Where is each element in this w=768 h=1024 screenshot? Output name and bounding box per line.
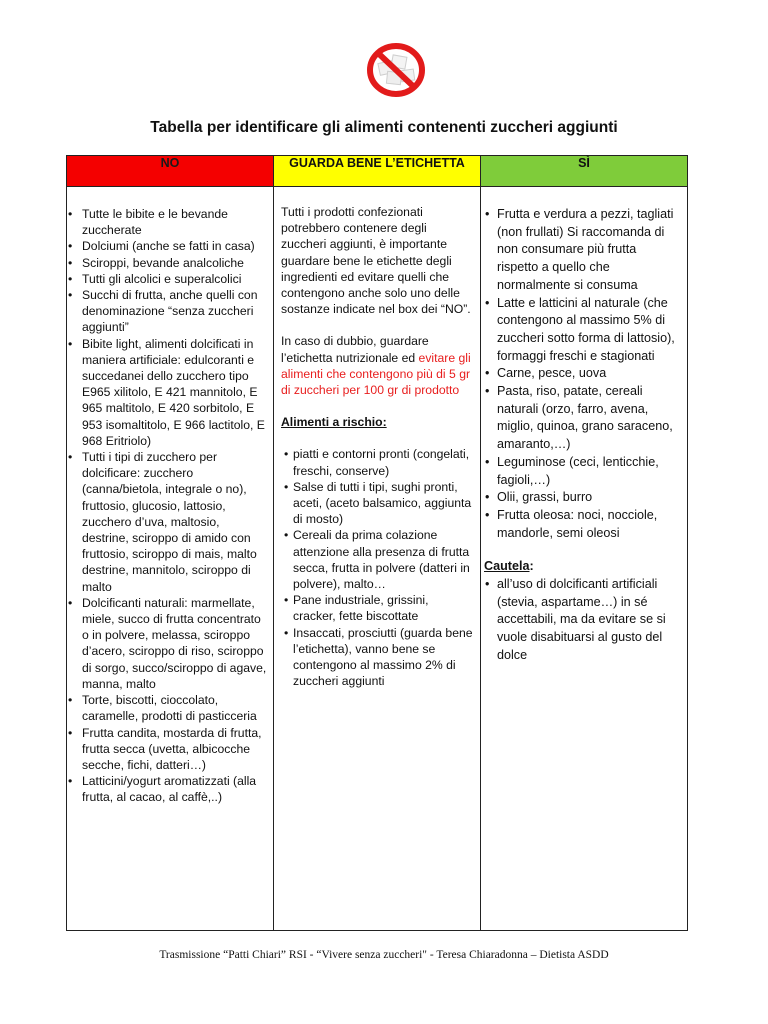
header-no: NO xyxy=(67,156,274,187)
no-item: • Latticini/yogurt aromatizzati (alla frutta, al cacao, al caffè,..) xyxy=(67,773,267,805)
cautela-list xyxy=(484,576,681,665)
sugar-table xyxy=(66,155,688,931)
guarda-column xyxy=(274,187,481,931)
footer-credit: Trasmissione “Patti Chiari” RSI - “Vivere senza zuccheri" - Teresa Chiaradonna – Dietista ASDD xyxy=(159,949,609,961)
rischio-item: • Cereali da prima colazione attenzione alla presenza di frutta secca, frutta in polvere (datteri in polvere), malto… xyxy=(281,527,474,592)
no-item: • Sciroppi, bevande analcoliche xyxy=(67,255,267,271)
rischio-item: • piatti e contorni pronti (congelati, freschi, conserve) xyxy=(281,446,474,478)
no-item: • Frutta candita, mostarda di frutta, frutta secca (uvetta, albicocche secche, fichi, datteri…) xyxy=(67,725,267,774)
cautela-item: • all’uso di dolcificanti artificiali (stevia, aspartame…) in sé accettabili, ma da evitare se si vuole disabituarsi al gusto del dolce xyxy=(484,576,681,665)
no-item: • Tutte le bibite e le bevande zuccherate xyxy=(67,206,267,238)
si-list xyxy=(484,206,681,542)
no-column xyxy=(67,187,274,931)
page-title: Tabella per identificare gli alimenti contenenti zuccheri aggiunti xyxy=(150,119,618,136)
rischio-list xyxy=(281,446,474,689)
header-si: SÌ xyxy=(481,156,688,187)
no-sugar-icon xyxy=(365,42,427,98)
no-item: • Tutti gli alcolici e superalcolici xyxy=(67,271,267,287)
header-row xyxy=(67,156,688,187)
si-item: • Latte e latticini al naturale (che contengono al massimo 5% di zuccheri sotto forma di lattosio), formaggi freschi e stagionati xyxy=(484,295,681,366)
no-item: • Torte, biscotti, cioccolato, caramelle, prodotti di pasticceria xyxy=(67,692,267,724)
rischio-item: • Salse di tutti i tipi, sughi pronti, aceti, (aceto balsamico, aggiunta di mosto) xyxy=(281,479,474,528)
rischio-label: Alimenti a rischio: xyxy=(281,415,387,430)
header-guarda: GUARDA BENE L’ETICHETTA xyxy=(274,156,481,187)
si-item: • Leguminose (ceci, lenticchie, fagioli,…) xyxy=(484,454,681,489)
si-item: • Carne, pesce, uova xyxy=(484,365,681,383)
no-item: • Tutti i tipi di zucchero per dolcificare: zucchero (canna/bietola, integrale o no), fruttosio, glucosio, lattosio, zucchero d’uva, maltosio, destrine, sciroppo di amido con fruttosio, sciroppo di mais, malto destrine, mannitolo, sciroppo di malto xyxy=(67,449,267,595)
dubbio-text: In caso di dubbio, guardare l’etichetta nutrizionale ed xyxy=(281,334,429,365)
si-item: • Frutta oleosa: noci, nocciole, mandorle, semi oleosi xyxy=(484,507,681,542)
no-item: • Dolciumi (anche se fatti in casa) xyxy=(67,238,267,254)
guarda-dubbio xyxy=(281,333,474,398)
si-item: • Olii, grassi, burro xyxy=(484,489,681,507)
dubbio-warning: evitare gli alimenti che contengono più di 5 gr di zuccheri per 100 gr di prodotto xyxy=(281,350,471,398)
no-item: • Dolcificanti naturali: marmellate, miele, succo di frutta concentrato o in polvere, melassa, sciroppo d’acero, sciroppo di riso, sciroppo di sorgo, succo/sciroppo di agave, manna, malto xyxy=(67,595,267,692)
no-item: • Succhi di frutta, anche quelli con denominazione “senza zuccheri aggiunti” xyxy=(67,287,267,336)
cautela-label: Cautela xyxy=(484,559,530,574)
cautela-heading xyxy=(484,558,681,576)
no-list xyxy=(67,206,267,806)
body-row xyxy=(67,187,688,931)
rischio-item: • Insaccati, prosciutti (guarda bene l’etichetta), vanno bene se contengono al massimo 2% di zuccheri aggiunti xyxy=(281,625,474,690)
rischio-item: • Pane industriale, grissini, cracker, fette biscottate xyxy=(281,592,474,624)
guarda-intro: Tutti i prodotti confezionati potrebbero contenere degli zuccheri aggiunti, è importante guardare bene le etichette degli ingredienti ed evitare quelli che contengono anche solo uno delle sostanze indicate nel box dei “NO”. xyxy=(281,205,471,317)
si-item: • Frutta e verdura a pezzi, tagliati (non frullati) Si raccomanda di non consumare più frutta rispetto a quello che normalmente si consuma xyxy=(484,206,681,295)
si-column xyxy=(481,187,688,931)
si-item: • Pasta, riso, patate, cereali naturali (orzo, farro, avena, miglio, quinoa, grano saraceno, amaranto,…) xyxy=(484,383,681,454)
cautela-colon: : xyxy=(529,559,534,574)
no-item: • Bibite light, alimenti dolcificati in maniera artificiale: edulcoranti e succedanei dello zucchero tipo E965 xilitolo, E 421 mannitolo, E 965 maltitolo, E 420 sorbitolo, E 953 isomaltitolo, E 966 lactitolo, E 968 Eritriolo) xyxy=(67,336,267,449)
